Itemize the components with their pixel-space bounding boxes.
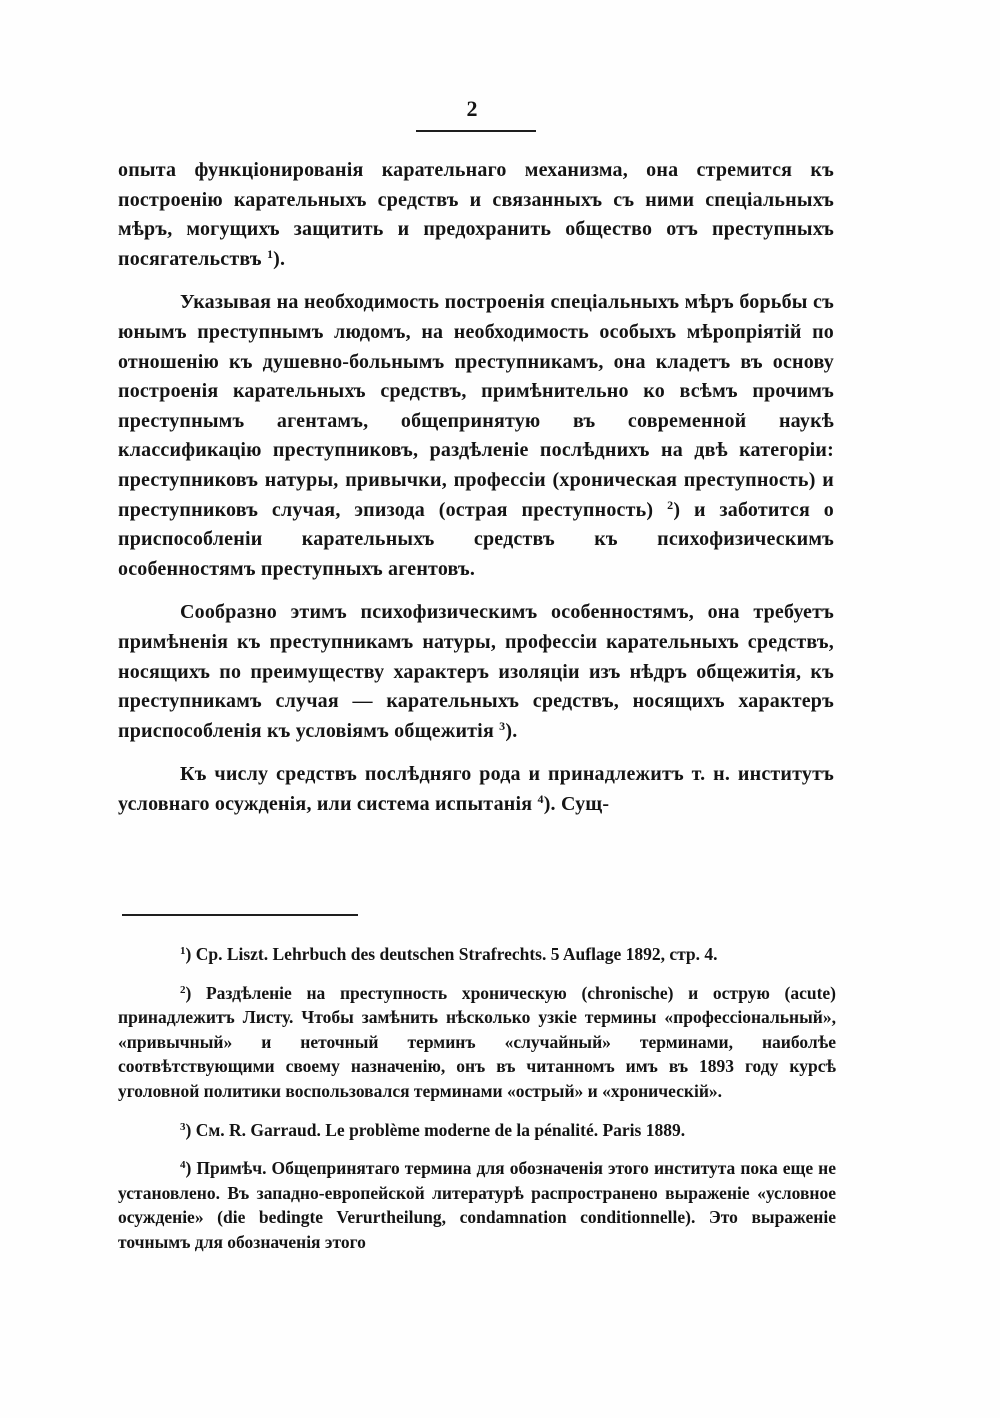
paragraph: Сообразно этимъ психофизическимъ особенностямъ, она требуетъ примѣненія къ преступникамъ натуры, профессіи карательныхъ средствъ, носящихъ по преимуществу характеръ изоляціи изъ нѣдръ общежитія, къ преступникамъ случая — карательныхъ средствъ, носящихъ характеръ приспособленія къ условіямъ общежитія $^3$). [118,601,834,742]
footnote-ref[interactable]: 3 [499,718,506,733]
footnote-mark: 2 [180,983,186,996]
footnote-mark: 1 [180,945,186,957]
page-number: 2 [466,96,478,121]
footnote: $^4$) Примѣч. Общепринятаго термина для обозначенія этого института пока еще не установлено. Въ западно-европейской литературѣ распространено выраженіе «условное осужденіе» (die bedingte Verurtheilung, condamnation conditionnelle). Это выраженіе точнымъ для обозначенія этого [118,1158,836,1252]
footnote-mark: 3 [180,1120,186,1133]
footnote: $^1$) Cp. Liszt. Lehrbuch des deutschen Strafrechts. 5 Auflage 1892, стр. 4. [180,944,718,964]
footnote: $^2$) Раздѣленіе на преступность хроническую (chronische) и острую (acute) принадлежитъ Листу. Чтобы замѣнить нѣсколько узкіе термины «профессіональный», «привычный» и неточный терминъ «случайный» терминами, наиболѣе соотвѣтствующими своему назначенію, онъ въ читанномъ имъ въ 1893 году курсѣ уголовной политики воспользовался терминами «острый» и «хроническій». [118,982,836,1101]
page-number-rule [416,130,536,132]
paragraph: опыта функціонированія карательнаго механизма, она стремится къ построенію карательныхъ средствъ и связанныхъ съ ними спеціальныхъ мѣръ, могущихъ защитить и предохранить общество отъ преступныхъ посягательствъ $^1$). [118,159,834,270]
footnote-separator [122,914,358,916]
footnote-ref[interactable]: 4 [537,791,544,806]
footnote: $^3$) См. R. Garraud. Le problème moderne de la pénalité. Paris 1889. [180,1119,686,1140]
main-text [118,156,834,819]
paragraph: Указывая на необходимость построенія спеціальныхъ мѣръ борьбы съ юнымъ преступнымъ людомъ, на необходимость особыхъ мѣропріятій по отношенію къ душевно-больнымъ преступникамъ, она кладетъ въ основу построенія карательныхъ средствъ, примѣнительно ко всѣмъ прочимъ преступнымъ агентамъ, общепринятую въ современной наукѣ классификацію преступниковъ, раздѣленіе послѣднихъ на двѣ категоріи: преступниковъ натуры, привычки, профессіи (хроническая преступность) и преступниковъ случая, эпизода (острая преступность) $^2$) и заботится о приспособленіи карательныхъ средствъ къ психофизическимъ особенностямъ преступныхъ агентовъ. [118,291,834,580]
paragraph: Къ числу средствъ послѣдняго рода и принадлежитъ т. н. институтъ условнаго осужденія, или система испытанія $^4$). Сущ- [118,763,834,815]
footnote-mark: 4 [180,1159,186,1172]
footnote-ref[interactable]: 2 [667,497,674,512]
footnote-ref[interactable]: 1 [266,246,274,261]
footnotes [118,942,836,1255]
